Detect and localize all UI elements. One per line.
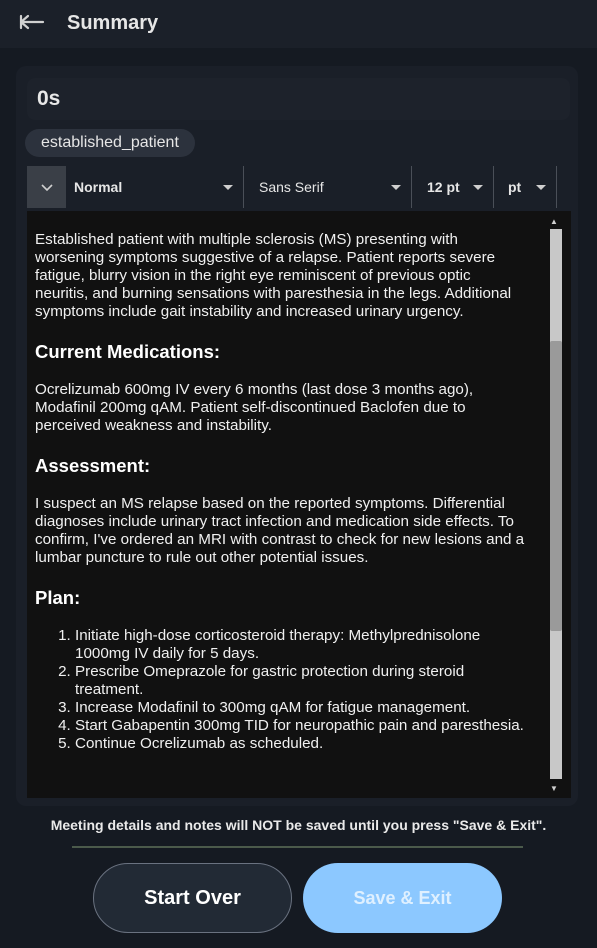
caret-down-icon <box>391 185 401 190</box>
note-editor[interactable] <box>27 211 571 798</box>
plan-item: 3. Increase Modafinil to 300mg qAM for fatigue management. <box>75 699 527 717</box>
save-exit-button[interactable]: Save & Exit <box>303 863 502 933</box>
medications-heading: Current Medications: <box>35 341 221 362</box>
size-select-value: 12 pt <box>427 179 460 195</box>
page-title: Summary <box>67 12 159 34</box>
font-select[interactable] <box>244 166 412 208</box>
scroll-down-icon[interactable]: ▼ <box>550 783 558 793</box>
unit-select[interactable] <box>494 166 557 208</box>
style-select-value: Normal <box>74 179 123 195</box>
scroll-up-icon[interactable]: ▲ <box>550 216 558 226</box>
medications-paragraph: Ocrelizumab 600mg IV every 6 months (last dose 3 months ago), Modafinil 200mg qAM. Patient self-discontinued Baclofen due to perceived weakness and instability. <box>35 381 474 434</box>
editor-toolbar <box>27 166 559 208</box>
save-notice: Meeting details and notes will NOT be saved until you press "Save & Exit". <box>50 817 547 833</box>
chevron-down-icon <box>41 179 53 195</box>
style-select[interactable] <box>66 166 244 208</box>
caret-down-icon <box>473 185 483 190</box>
scroll-thumb[interactable] <box>550 341 562 631</box>
plan-item: 2. Prescribe Omeprazole for gastric protection during steroid treatment. <box>75 663 527 699</box>
divider <box>72 846 523 848</box>
header-bar <box>0 0 597 48</box>
start-over-button[interactable]: Start Over <box>93 863 292 933</box>
plan-heading: Plan: <box>35 587 81 608</box>
tag-chip[interactable]: established_patient <box>25 129 195 157</box>
plan-list <box>75 627 527 753</box>
scrollbar-inner <box>538 211 568 798</box>
caret-down-icon <box>536 185 546 190</box>
plan-item: 5. Continue Ocrelizumab as scheduled. <box>75 735 527 753</box>
unit-select-value: pt <box>508 179 522 195</box>
back-button[interactable] <box>16 10 48 38</box>
toolbar-collapse-button[interactable] <box>27 166 66 208</box>
note-title-field[interactable]: 0s <box>27 78 570 120</box>
editor-scrollbar[interactable] <box>536 211 571 798</box>
plan-item: 1. Initiate high-dose corticosteroid therapy: Methylprednisolone 1000mg IV daily for 5 days. <box>75 627 527 663</box>
intro-paragraph: Established patient with multiple sclerosis (MS) presenting with worsening symptoms suggestive of a relapse. Patient reports severe fatigue, blurry vision in the right eye reminiscent of previous optic neuritis, and burning sensations with paresthesia in the legs. Additional symptoms include gait instability and increased urinary urgency. <box>35 231 512 320</box>
size-select[interactable] <box>412 166 494 208</box>
assessment-heading: Assessment: <box>35 455 151 476</box>
editor-content <box>35 231 527 753</box>
arrow-left-icon <box>19 12 45 37</box>
font-select-value: Sans Serif <box>259 179 324 195</box>
caret-down-icon <box>223 185 233 190</box>
plan-item: 4. Start Gabapentin 300mg TID for neuropathic pain and paresthesia. <box>75 717 527 735</box>
assessment-paragraph: I suspect an MS relapse based on the reported symptoms. Differential diagnoses include urinary tract infection and medication side effects. To confirm, I've ordered an MRI with contrast to check for new lesions and a lumbar puncture to rule out other potential issues. <box>35 495 525 566</box>
